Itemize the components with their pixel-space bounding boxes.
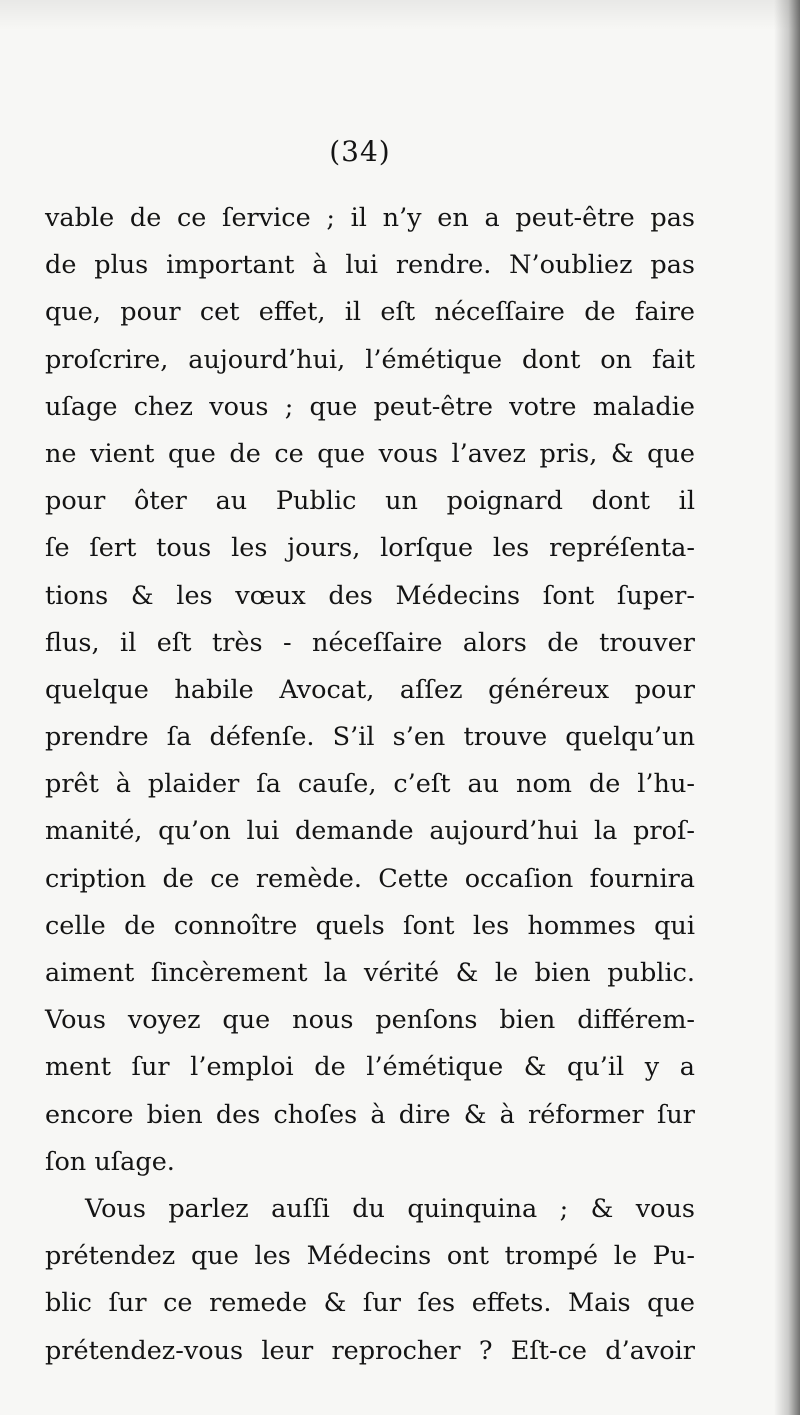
text-line: encore bien des choſes à dire & à réformer ſur	[45, 1099, 695, 1130]
page-number: (34)	[329, 135, 391, 168]
page-gutter-shadow	[774, 0, 800, 1415]
text-line: ſe ſert tous les jours, lorſque les repréſenta-	[45, 533, 695, 564]
text-line: pour ôter au Public un poignard dont il	[45, 486, 695, 517]
text-line: blic ſur ce remede & ſur ſes effets. Mais que	[45, 1288, 695, 1319]
text-line: tions & les vœux des Médecins ſont ſuper-	[45, 580, 695, 611]
text-line: celle de connoître quels ſont les hommes qui	[45, 910, 695, 941]
text-line: ment ſur l’emploi de l’émétique & qu’il y a	[45, 1052, 695, 1083]
text-line: flus, il eſt très - néceſſaire alors de trouver	[45, 627, 695, 658]
text-line: uſage chez vous ; que peut-être votre maladie	[45, 391, 695, 422]
page-top-shadow	[0, 0, 800, 30]
text-line: prétendez-vous leur reprocher ? Eſt-ce d’avoir	[45, 1335, 695, 1366]
body-text	[45, 195, 695, 1375]
text-line: cription de ce remède. Cette occaſion fournira	[45, 863, 695, 894]
text-line: manité, qu’on lui demande aujourd’hui la proſ-	[45, 816, 695, 847]
text-line: ſon uſage.	[45, 1146, 175, 1177]
text-line: quelque habile Avocat, aſſez généreux pour	[45, 674, 695, 705]
text-line: aiment ſincèrement la vérité & le bien public.	[45, 958, 695, 988]
text-line: prêt à plaider ſa cauſe, c’eſt au nom de l’hu-	[45, 769, 695, 800]
text-line: prétendez que les Médecins ont trompé le Pu-	[45, 1241, 695, 1272]
text-line: proſcrire, aujourd’hui, l’émétique dont on fait	[45, 344, 695, 375]
text-line: de plus important à lui rendre. N’oubliez pas	[45, 250, 695, 281]
paragraph-first-line: Vous parlez auſſi du quinquina ; & vous	[85, 1193, 695, 1224]
text-line: Vous voyez que nous penſons bien différem-	[45, 1005, 695, 1036]
text-line: que, pour cet effet, il eſt néceſſaire de faire	[45, 297, 695, 328]
text-line: ne vient que de ce que vous l’avez pris, & que	[45, 438, 695, 469]
text-line: vable de ce ſervice ; il n’y en a peut-être pas	[45, 203, 695, 233]
text-line: prendre ſa défenſe. S’il s’en trouve quelqu’un	[45, 722, 695, 753]
